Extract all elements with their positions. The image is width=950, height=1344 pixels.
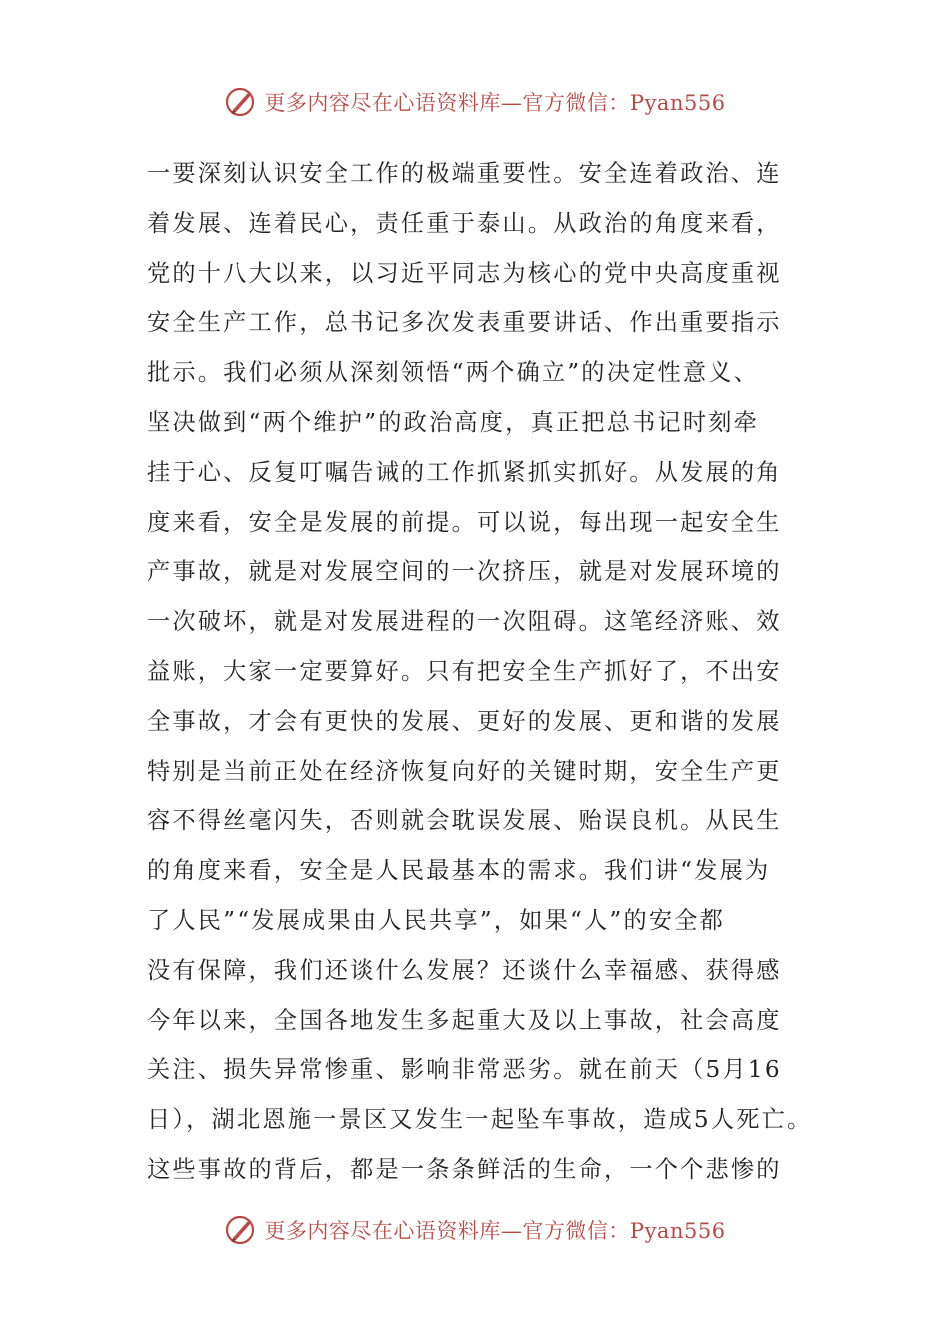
text-line: 产事故，就是对发展空间的一次挤压，就是对发展环境的 [147,558,782,586]
text-line: 全事故，才会有更快的发展、更好的发展、更和谐的发展 [147,707,782,735]
text-line: 了人民”“发展成果由人民共享”，如果“人”的安全都 [147,906,726,934]
text-line: 容不得丝毫闪失，否则就会耽误发展、贻误良机。从民生 [147,807,782,835]
footer-banner-text: 更多内容尽在心语资料库—官方微信：Pyan556 [264,1219,726,1243]
text-line: 安全生产工作，总书记多次发表重要讲话、作出重要指示 [147,309,782,337]
text-line: 的角度来看，安全是人民最基本的需求。我们讲“发展为 [147,857,771,885]
pen-logo-icon [224,1213,258,1247]
footer-banner [0,1208,950,1252]
text-line: 没有保障，我们还谈什么发展？还谈什么幸福感、获得感 [147,956,782,984]
text-line: 益账，大家一定要算好。只有把安全生产抓好了，不出安 [147,657,782,685]
document-body [147,149,822,1195]
header-banner-text: 更多内容尽在心语资料库—官方微信：Pyan556 [264,91,726,115]
text-line: 着发展、连着民心，责任重于泰山。从政治的角度来看， [147,209,782,237]
text-line: 特别是当前正处在经济恢复向好的关键时期，安全生产更 [147,757,782,785]
text-line: 今年以来，全国各地发生多起重大及以上事故，社会高度 [147,1006,782,1034]
pen-logo-icon [224,85,258,119]
text-line: 关注、损失异常惨重、影响非常恶劣。就在前天（5月16 [147,1056,782,1084]
text-line: 一次破坏，就是对发展进程的一次阻碍。这笔经济账、效 [147,608,782,636]
text-line: 日），湖北恩施一景区又发生一起坠车事故，造成5人死亡。 [147,1106,813,1134]
text-line: 批示。我们必须从深刻领悟“两个确立”的决定性意义、 [147,359,760,387]
text-line: 挂于心、反复叮嘱告诫的工作抓紧抓实抓好。从发展的角 [147,458,782,486]
text-line: 坚决做到“两个维护”的政治高度，真正把总书记时刻牵 [147,408,760,436]
text-line: 党的十八大以来，以习近平同志为核心的党中央高度重视 [147,259,782,287]
header-banner [0,80,950,124]
text-line: 一要深刻认识安全工作的极端重要性。安全连着政治、连 [147,160,782,187]
text-line: 这些事故的背后，都是一条条鲜活的生命，一个个悲惨的 [147,1155,782,1183]
text-line: 度来看，安全是发展的前提。可以说，每出现一起安全生 [147,508,782,536]
